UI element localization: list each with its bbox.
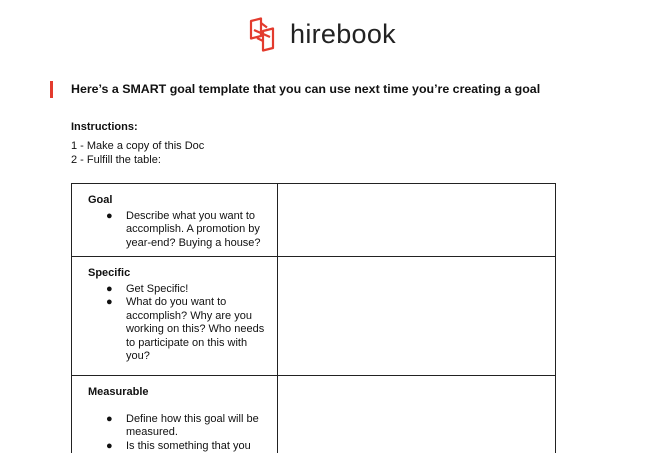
bullet-dot-icon: ● — [106, 439, 113, 452]
measurable-value-cell[interactable] — [278, 376, 556, 453]
bullet-item: ● Is this something that you — [106, 439, 251, 452]
specific-value-cell[interactable] — [278, 257, 556, 376]
specific-label-cell — [72, 257, 278, 376]
specific-title: Specific — [88, 267, 131, 279]
table-row-specific — [72, 257, 556, 376]
measurable-label-cell — [72, 376, 278, 453]
bullet-dot-icon: ● — [106, 282, 113, 295]
table-row-measurable — [72, 376, 556, 453]
bullet-dot-icon: ● — [106, 209, 113, 222]
bullet-item: ● Define how this goal will be measured. — [106, 412, 259, 438]
smart-goal-table — [71, 183, 556, 453]
instruction-step: 1 - Make a copy of this Doc — [71, 140, 205, 152]
hirebook-logo — [248, 17, 396, 53]
hirebook-logo-icon — [248, 17, 276, 53]
bullet-item: ● Get Specific! — [106, 282, 189, 295]
headline-accent-bar — [50, 81, 53, 98]
specific-bullets — [88, 283, 269, 364]
measurable-bullets — [88, 413, 269, 453]
page-headline: Here’s a SMART goal template that you can use next time you’re creating a goal — [71, 82, 541, 96]
table-row-goal — [72, 184, 556, 257]
bullet-dot-icon: ● — [106, 412, 113, 425]
instructions-title: Instructions: — [71, 121, 138, 133]
brand-name: hirebook — [290, 18, 396, 49]
goal-value-cell[interactable] — [278, 184, 556, 257]
instructions-steps — [71, 139, 204, 167]
goal-title: Goal — [88, 194, 113, 206]
instruction-step: 2 - Fulfill the table: — [71, 154, 161, 166]
bullet-item: ● Describe what you want to accomplish. A promotion by year-end? Buying a house? — [106, 209, 261, 249]
bullet-dot-icon: ● — [106, 296, 113, 308]
goal-label-cell — [72, 184, 278, 257]
goal-bullets — [88, 210, 269, 251]
measurable-title: Measurable — [88, 386, 149, 398]
bullet-item: ● What do you want to accomplish? Why are you working on this? Who needs to participate on this with you? — [106, 296, 265, 362]
